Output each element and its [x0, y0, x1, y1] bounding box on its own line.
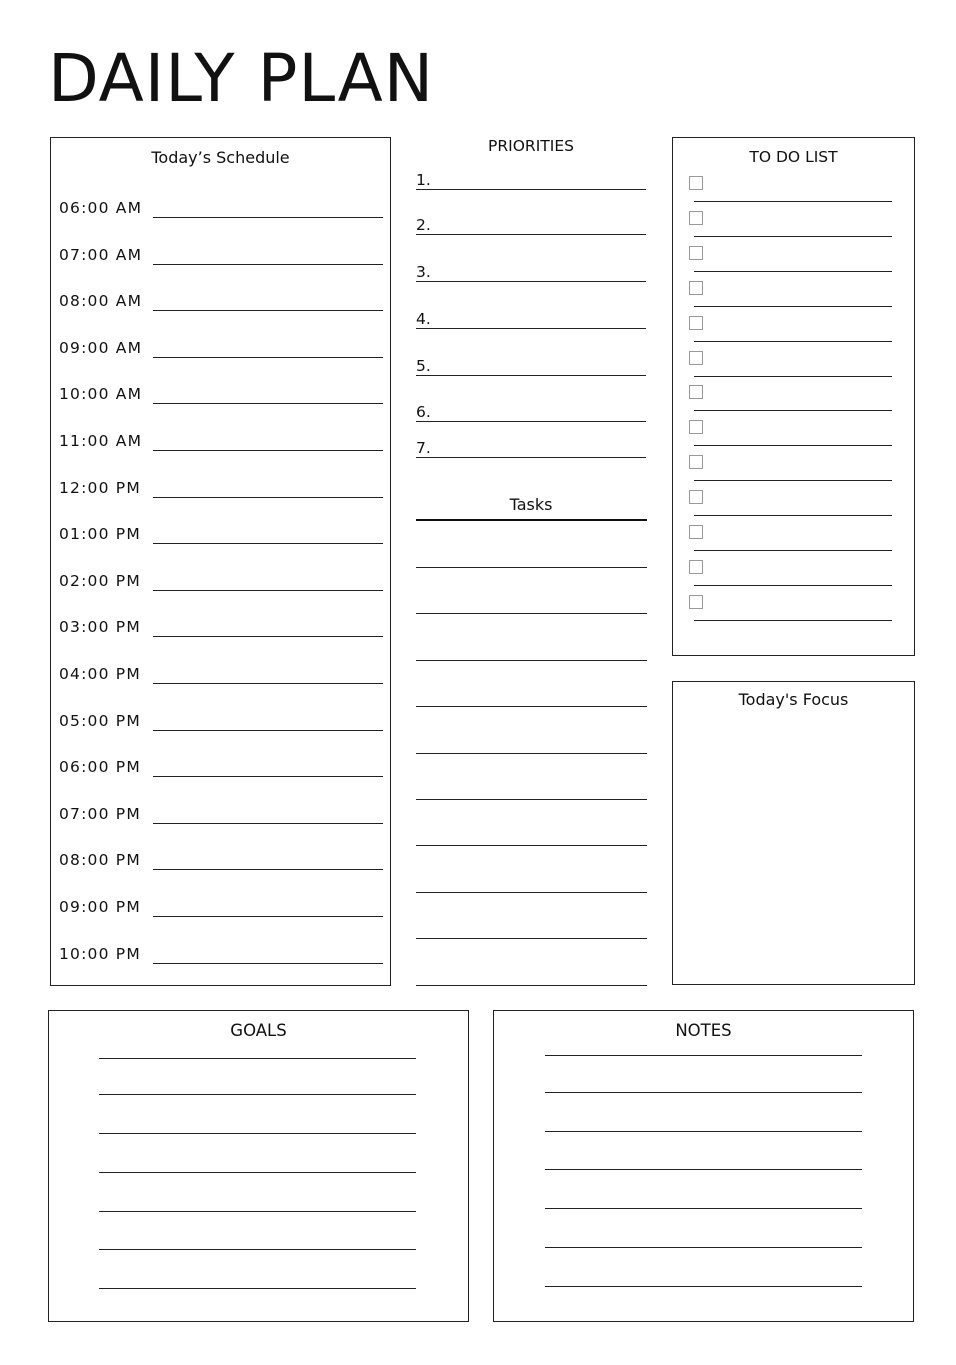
note-line[interactable] — [545, 1247, 862, 1248]
todo-section — [672, 137, 915, 656]
schedule-time-label: 09:00 PM — [59, 898, 141, 916]
todo-checkbox[interactable] — [689, 316, 703, 330]
goal-line[interactable] — [99, 1172, 416, 1173]
todo-checkbox[interactable] — [689, 560, 703, 574]
priorities-title: PRIORITIES — [488, 137, 574, 155]
schedule-entry-line[interactable] — [153, 963, 383, 964]
notes-section — [493, 1010, 914, 1322]
todo-line[interactable] — [694, 376, 892, 377]
note-line[interactable] — [545, 1131, 862, 1132]
task-line[interactable] — [416, 753, 647, 754]
todo-checkbox[interactable] — [689, 525, 703, 539]
schedule-time-label: 04:00 PM — [59, 665, 141, 683]
priority-number: 5. — [416, 357, 431, 375]
page-title: DAILY PLAN — [48, 40, 435, 117]
priority-number: 1. — [416, 171, 431, 189]
priority-line[interactable] — [416, 234, 646, 235]
tasks-header-rule — [416, 519, 647, 521]
priority-number: 6. — [416, 403, 431, 421]
schedule-time-label: 05:00 PM — [59, 711, 141, 730]
priority-line[interactable] — [416, 457, 646, 458]
todo-line[interactable] — [694, 410, 892, 411]
todo-checkbox[interactable] — [689, 211, 703, 225]
priority-number: 3. — [416, 263, 431, 281]
schedule-entry-line[interactable] — [153, 217, 383, 218]
priority-line[interactable] — [416, 328, 646, 329]
schedule-time-label: 08:00 PM — [59, 851, 141, 870]
goal-line[interactable] — [99, 1094, 416, 1095]
schedule-time-label: 03:00 PM — [59, 618, 141, 637]
note-line[interactable] — [545, 1286, 862, 1287]
schedule-entry-line[interactable] — [153, 823, 383, 824]
schedule-entry-line[interactable] — [153, 497, 383, 498]
priority-number: 2. — [416, 216, 431, 234]
priority-line[interactable] — [416, 281, 646, 282]
task-line[interactable] — [416, 567, 647, 568]
goal-line[interactable] — [99, 1288, 416, 1289]
schedule-time-label: 11:00 AM — [59, 432, 143, 450]
todo-checkbox[interactable] — [689, 420, 703, 434]
schedule-title: Today’s Schedule — [151, 148, 290, 167]
task-line[interactable] — [416, 613, 647, 614]
schedule-time-label: 09:00 AM — [59, 338, 143, 357]
notes-title: NOTES — [675, 1021, 732, 1040]
todo-line[interactable] — [694, 236, 892, 237]
todo-line[interactable] — [694, 306, 892, 307]
goal-line[interactable] — [99, 1249, 416, 1250]
task-line[interactable] — [416, 706, 647, 707]
schedule-time-label: 10:00 PM — [59, 944, 141, 963]
schedule-time-label: 02:00 PM — [59, 571, 141, 590]
goal-line[interactable] — [99, 1058, 416, 1059]
todo-line[interactable] — [694, 620, 892, 621]
schedule-entry-line[interactable] — [153, 683, 383, 684]
goal-line[interactable] — [99, 1133, 416, 1134]
todo-line[interactable] — [694, 585, 892, 586]
task-line[interactable] — [416, 660, 647, 661]
schedule-entry-line[interactable] — [153, 357, 383, 358]
todo-checkbox[interactable] — [689, 385, 703, 399]
task-line[interactable] — [416, 938, 647, 939]
schedule-entry-line[interactable] — [153, 310, 383, 311]
todo-line[interactable] — [694, 515, 892, 516]
task-line[interactable] — [416, 845, 647, 846]
todo-title: TO DO LIST — [749, 148, 838, 166]
priority-line[interactable] — [416, 189, 646, 190]
todo-checkbox[interactable] — [689, 246, 703, 260]
note-line[interactable] — [545, 1055, 862, 1056]
schedule-entry-line[interactable] — [153, 264, 383, 265]
schedule-time-label: 06:00 PM — [59, 758, 141, 777]
todo-checkbox[interactable] — [689, 351, 703, 365]
schedule-time-label: 07:00 PM — [59, 804, 141, 823]
todo-line[interactable] — [694, 201, 892, 202]
todo-line[interactable] — [694, 341, 892, 342]
note-line[interactable] — [545, 1092, 862, 1093]
focus-section[interactable] — [672, 681, 915, 985]
priority-number: 4. — [416, 310, 431, 328]
goal-line[interactable] — [99, 1211, 416, 1212]
schedule-entry-line[interactable] — [153, 543, 383, 544]
priority-line[interactable] — [416, 375, 646, 376]
todo-checkbox[interactable] — [689, 490, 703, 504]
schedule-time-label: 06:00 AM — [59, 199, 143, 217]
todo-line[interactable] — [694, 550, 892, 551]
schedule-time-label: 08:00 AM — [59, 292, 143, 311]
schedule-entry-line[interactable] — [153, 450, 383, 451]
todo-checkbox[interactable] — [689, 455, 703, 469]
schedule-time-label: 10:00 AM — [59, 385, 143, 404]
schedule-time-label: 12:00 PM — [59, 478, 141, 497]
focus-title: Today's Focus — [738, 690, 849, 709]
todo-checkbox[interactable] — [689, 176, 703, 190]
tasks-title: Tasks — [509, 495, 553, 514]
todo-line[interactable] — [694, 271, 892, 272]
todo-line[interactable] — [694, 480, 892, 481]
note-line[interactable] — [545, 1208, 862, 1209]
schedule-entry-line[interactable] — [153, 869, 383, 870]
schedule-time-label: 07:00 AM — [59, 245, 143, 264]
schedule-entry-line[interactable] — [153, 916, 383, 917]
todo-checkbox[interactable] — [689, 595, 703, 609]
task-line[interactable] — [416, 799, 647, 800]
schedule-entry-line[interactable] — [153, 403, 383, 404]
goals-title: GOALS — [230, 1021, 287, 1040]
todo-line[interactable] — [694, 445, 892, 446]
task-line[interactable] — [416, 985, 647, 986]
schedule-entry-line[interactable] — [153, 776, 383, 777]
schedule-time-label: 01:00 PM — [59, 525, 141, 544]
schedule-entry-line[interactable] — [153, 730, 383, 731]
task-line[interactable] — [416, 892, 647, 893]
schedule-entry-line[interactable] — [153, 636, 383, 637]
priority-number: 7. — [416, 439, 431, 457]
schedule-entry-line[interactable] — [153, 590, 383, 591]
goals-section — [48, 1010, 469, 1322]
todo-checkbox[interactable] — [689, 281, 703, 295]
priority-line[interactable] — [416, 421, 646, 422]
note-line[interactable] — [545, 1169, 862, 1170]
